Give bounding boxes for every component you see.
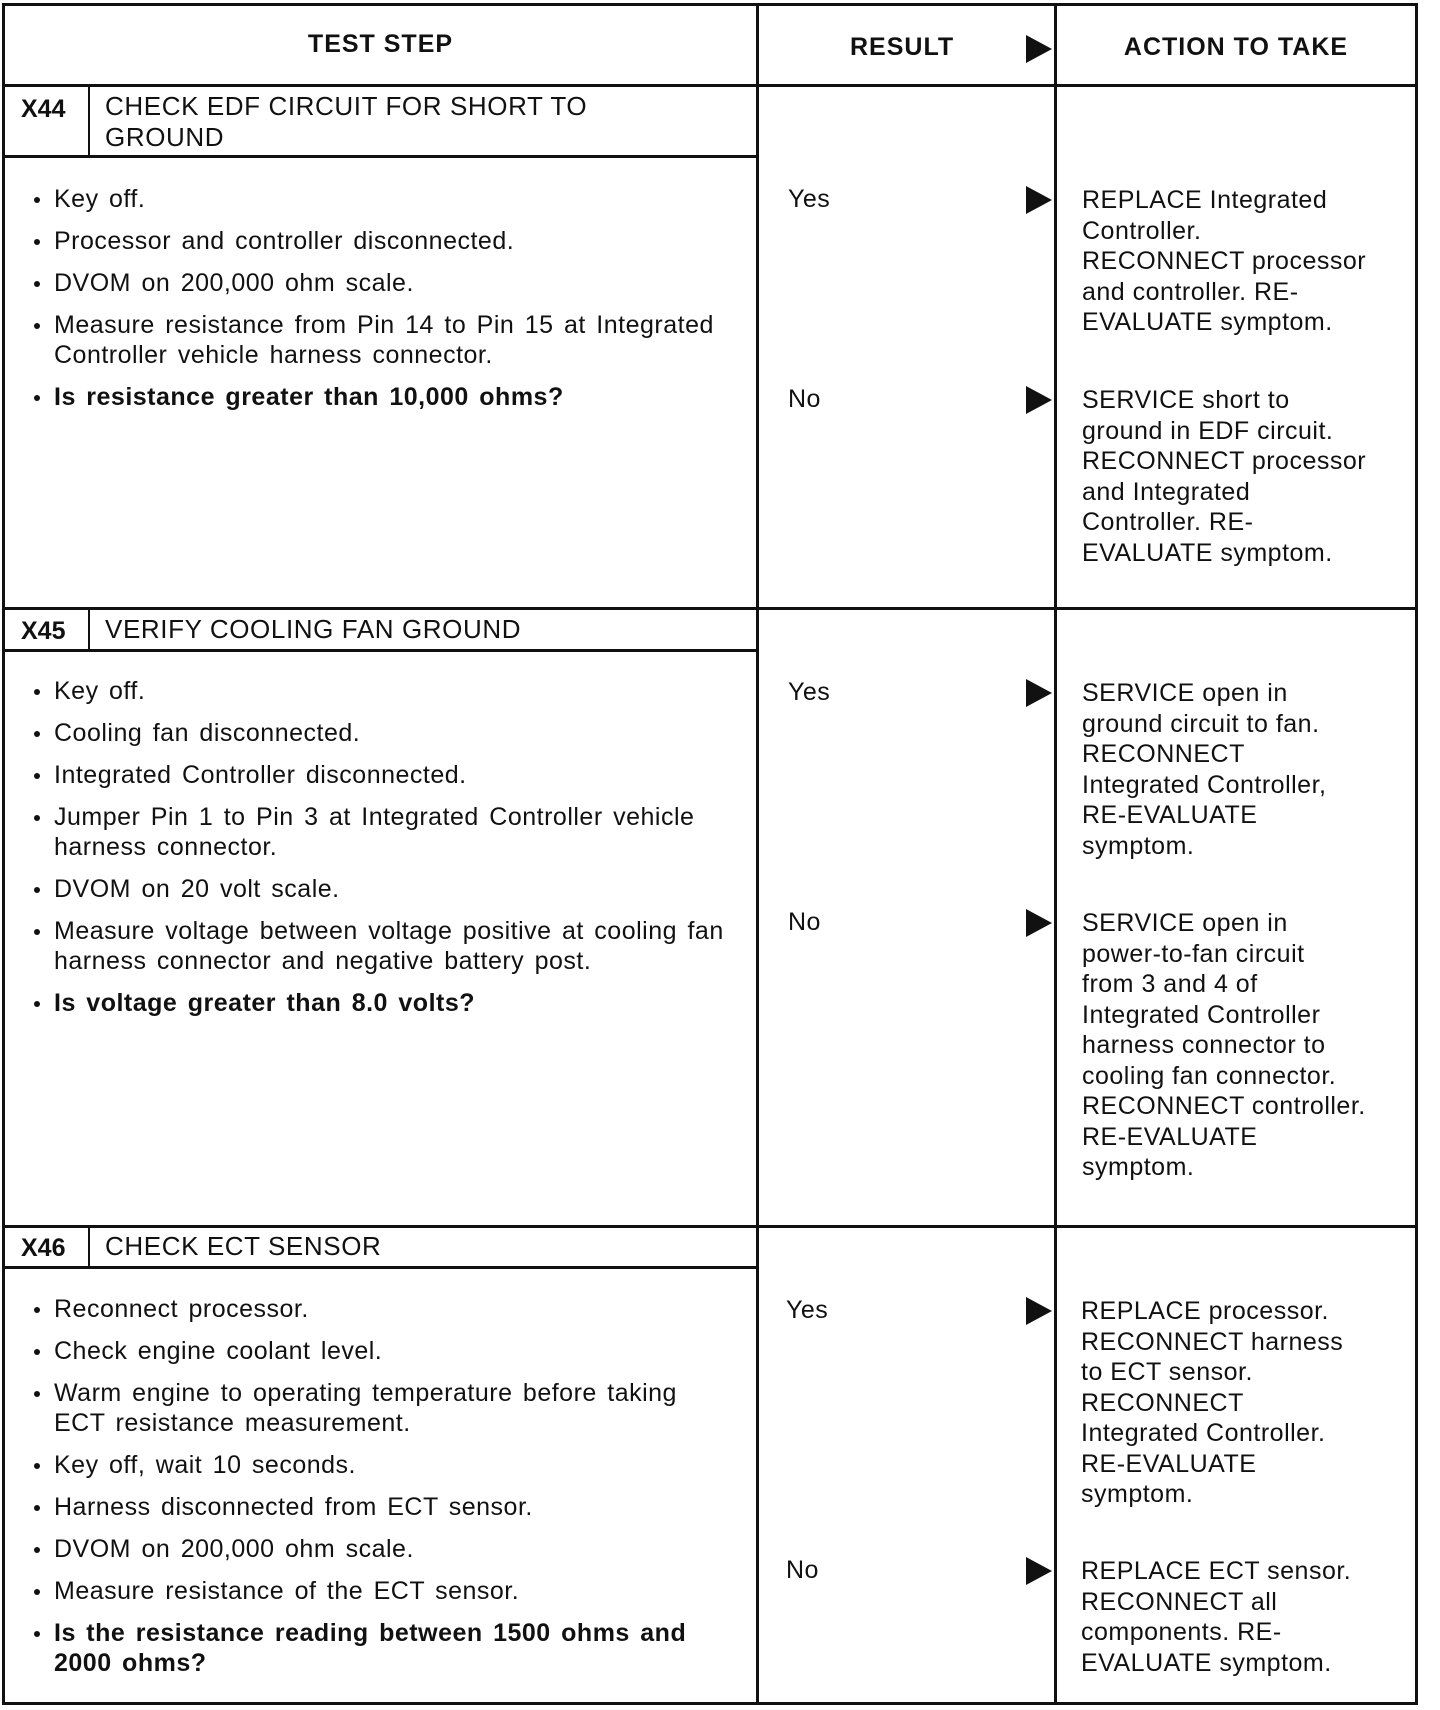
list-item: DVOM on 20 volt scale.	[28, 874, 728, 904]
action-yes-x44: REPLACE Integrated Controller. RECONNECT processor and controller. RE- EVALUATE symptom.	[1082, 186, 1367, 336]
list-item: Integrated Controller disconnected.	[28, 760, 728, 790]
arrow-icon	[1026, 1557, 1052, 1585]
list-item: Harness disconnected from ECT sensor.	[28, 1492, 728, 1522]
list-item: Key off.	[28, 184, 728, 214]
x45-title-underline	[2, 649, 758, 652]
header-arrow-icon	[1026, 35, 1052, 63]
x45-code-divider	[88, 609, 90, 650]
arrow-icon	[1026, 386, 1052, 414]
header-action: ACTION TO TAKE	[1123, 33, 1349, 61]
arrow-icon	[1026, 1297, 1052, 1325]
table-border-right	[1415, 3, 1418, 1705]
step-code-x46: X46	[21, 1234, 66, 1262]
x44-title-underline	[2, 155, 758, 158]
step-bullets-x44	[28, 184, 728, 424]
step-code-x45: X45	[21, 617, 66, 645]
arrow-icon	[1026, 909, 1052, 937]
result-no-x45: No	[788, 908, 821, 936]
x46-title-underline	[2, 1266, 758, 1269]
step-question: Is voltage greater than 8.0 volts?	[28, 988, 728, 1018]
action-no-x44: SERVICE short to ground in EDF circuit. RECONNECT processor and Integrated Controller. RE- EVALUATE symptom.	[1082, 386, 1367, 567]
list-item: Cooling fan disconnected.	[28, 718, 728, 748]
x44-code-divider	[88, 84, 90, 156]
list-item: DVOM on 200,000 ohm scale.	[28, 268, 728, 298]
list-item: Key off.	[28, 676, 728, 706]
result-yes-x45: Yes	[788, 678, 831, 706]
arrow-icon	[1026, 186, 1052, 214]
list-item: Measure resistance from Pin 14 to Pin 15 at Integrated Controller vehicle harness connector.	[28, 310, 728, 370]
header-result: RESULT	[850, 33, 955, 61]
list-item: Reconnect processor.	[28, 1294, 728, 1324]
step-bullets-x46	[28, 1294, 728, 1690]
row-divider-1	[2, 607, 1418, 610]
list-item: Check engine coolant level.	[28, 1336, 728, 1366]
step-title-x46: CHECK ECT SENSOR	[105, 1231, 382, 1261]
step-title-x45: VERIFY COOLING FAN GROUND	[105, 614, 522, 644]
table-border-top	[2, 3, 1418, 6]
list-item: Measure voltage between voltage positive at cooling fan harness connector and negative battery post.	[28, 916, 728, 976]
list-item: DVOM on 200,000 ohm scale.	[28, 1534, 728, 1564]
header-divider	[2, 84, 1418, 87]
action-no-x46: REPLACE ECT sensor. RECONNECT all components. RE- EVALUATE symptom.	[1081, 1557, 1352, 1677]
table-border-left	[2, 3, 5, 1705]
column-divider-result	[756, 3, 759, 1705]
column-divider-action	[1054, 3, 1057, 1705]
step-title-x44: CHECK EDF CIRCUIT FOR SHORT TO GROUND	[105, 91, 588, 152]
table-border-bottom	[2, 1702, 1418, 1705]
step-code-x44: X44	[21, 95, 66, 123]
list-item: Measure resistance of the ECT sensor.	[28, 1576, 728, 1606]
action-no-x45: SERVICE open in power-to-fan circuit from 3 and 4 of Integrated Controller harness connector to cooling fan connector. RECONNECT controller. RE-EVALUATE symptom.	[1082, 909, 1366, 1181]
list-item: Warm engine to operating temperature before taking ECT resistance measurement.	[28, 1378, 728, 1438]
list-item: Key off, wait 10 seconds.	[28, 1450, 728, 1480]
arrow-icon	[1026, 679, 1052, 707]
result-yes-x44: Yes	[788, 185, 831, 213]
action-yes-x46: REPLACE processor. RECONNECT harness to ECT sensor. RECONNECT Integrated Controller. RE-EVALUATE symptom.	[1081, 1297, 1344, 1508]
row-divider-2	[2, 1225, 1418, 1228]
action-yes-x45: SERVICE open in ground circuit to fan. RECONNECT Integrated Controller, RE-EVALUATE symptom.	[1082, 679, 1327, 860]
list-item: Jumper Pin 1 to Pin 3 at Integrated Controller vehicle harness connector.	[28, 802, 728, 862]
result-no-x44: No	[788, 385, 821, 413]
list-item: Processor and controller disconnected.	[28, 226, 728, 256]
step-bullets-x45	[28, 676, 728, 1030]
result-yes-x46: Yes	[786, 1296, 829, 1324]
result-no-x46: No	[786, 1556, 819, 1584]
step-question: Is resistance greater than 10,000 ohms?	[28, 382, 728, 412]
step-question: Is the resistance reading between 1500 ohms and 2000 ohms?	[28, 1618, 728, 1678]
x46-code-divider	[88, 1227, 90, 1267]
header-test-step: TEST STEP	[307, 30, 454, 58]
